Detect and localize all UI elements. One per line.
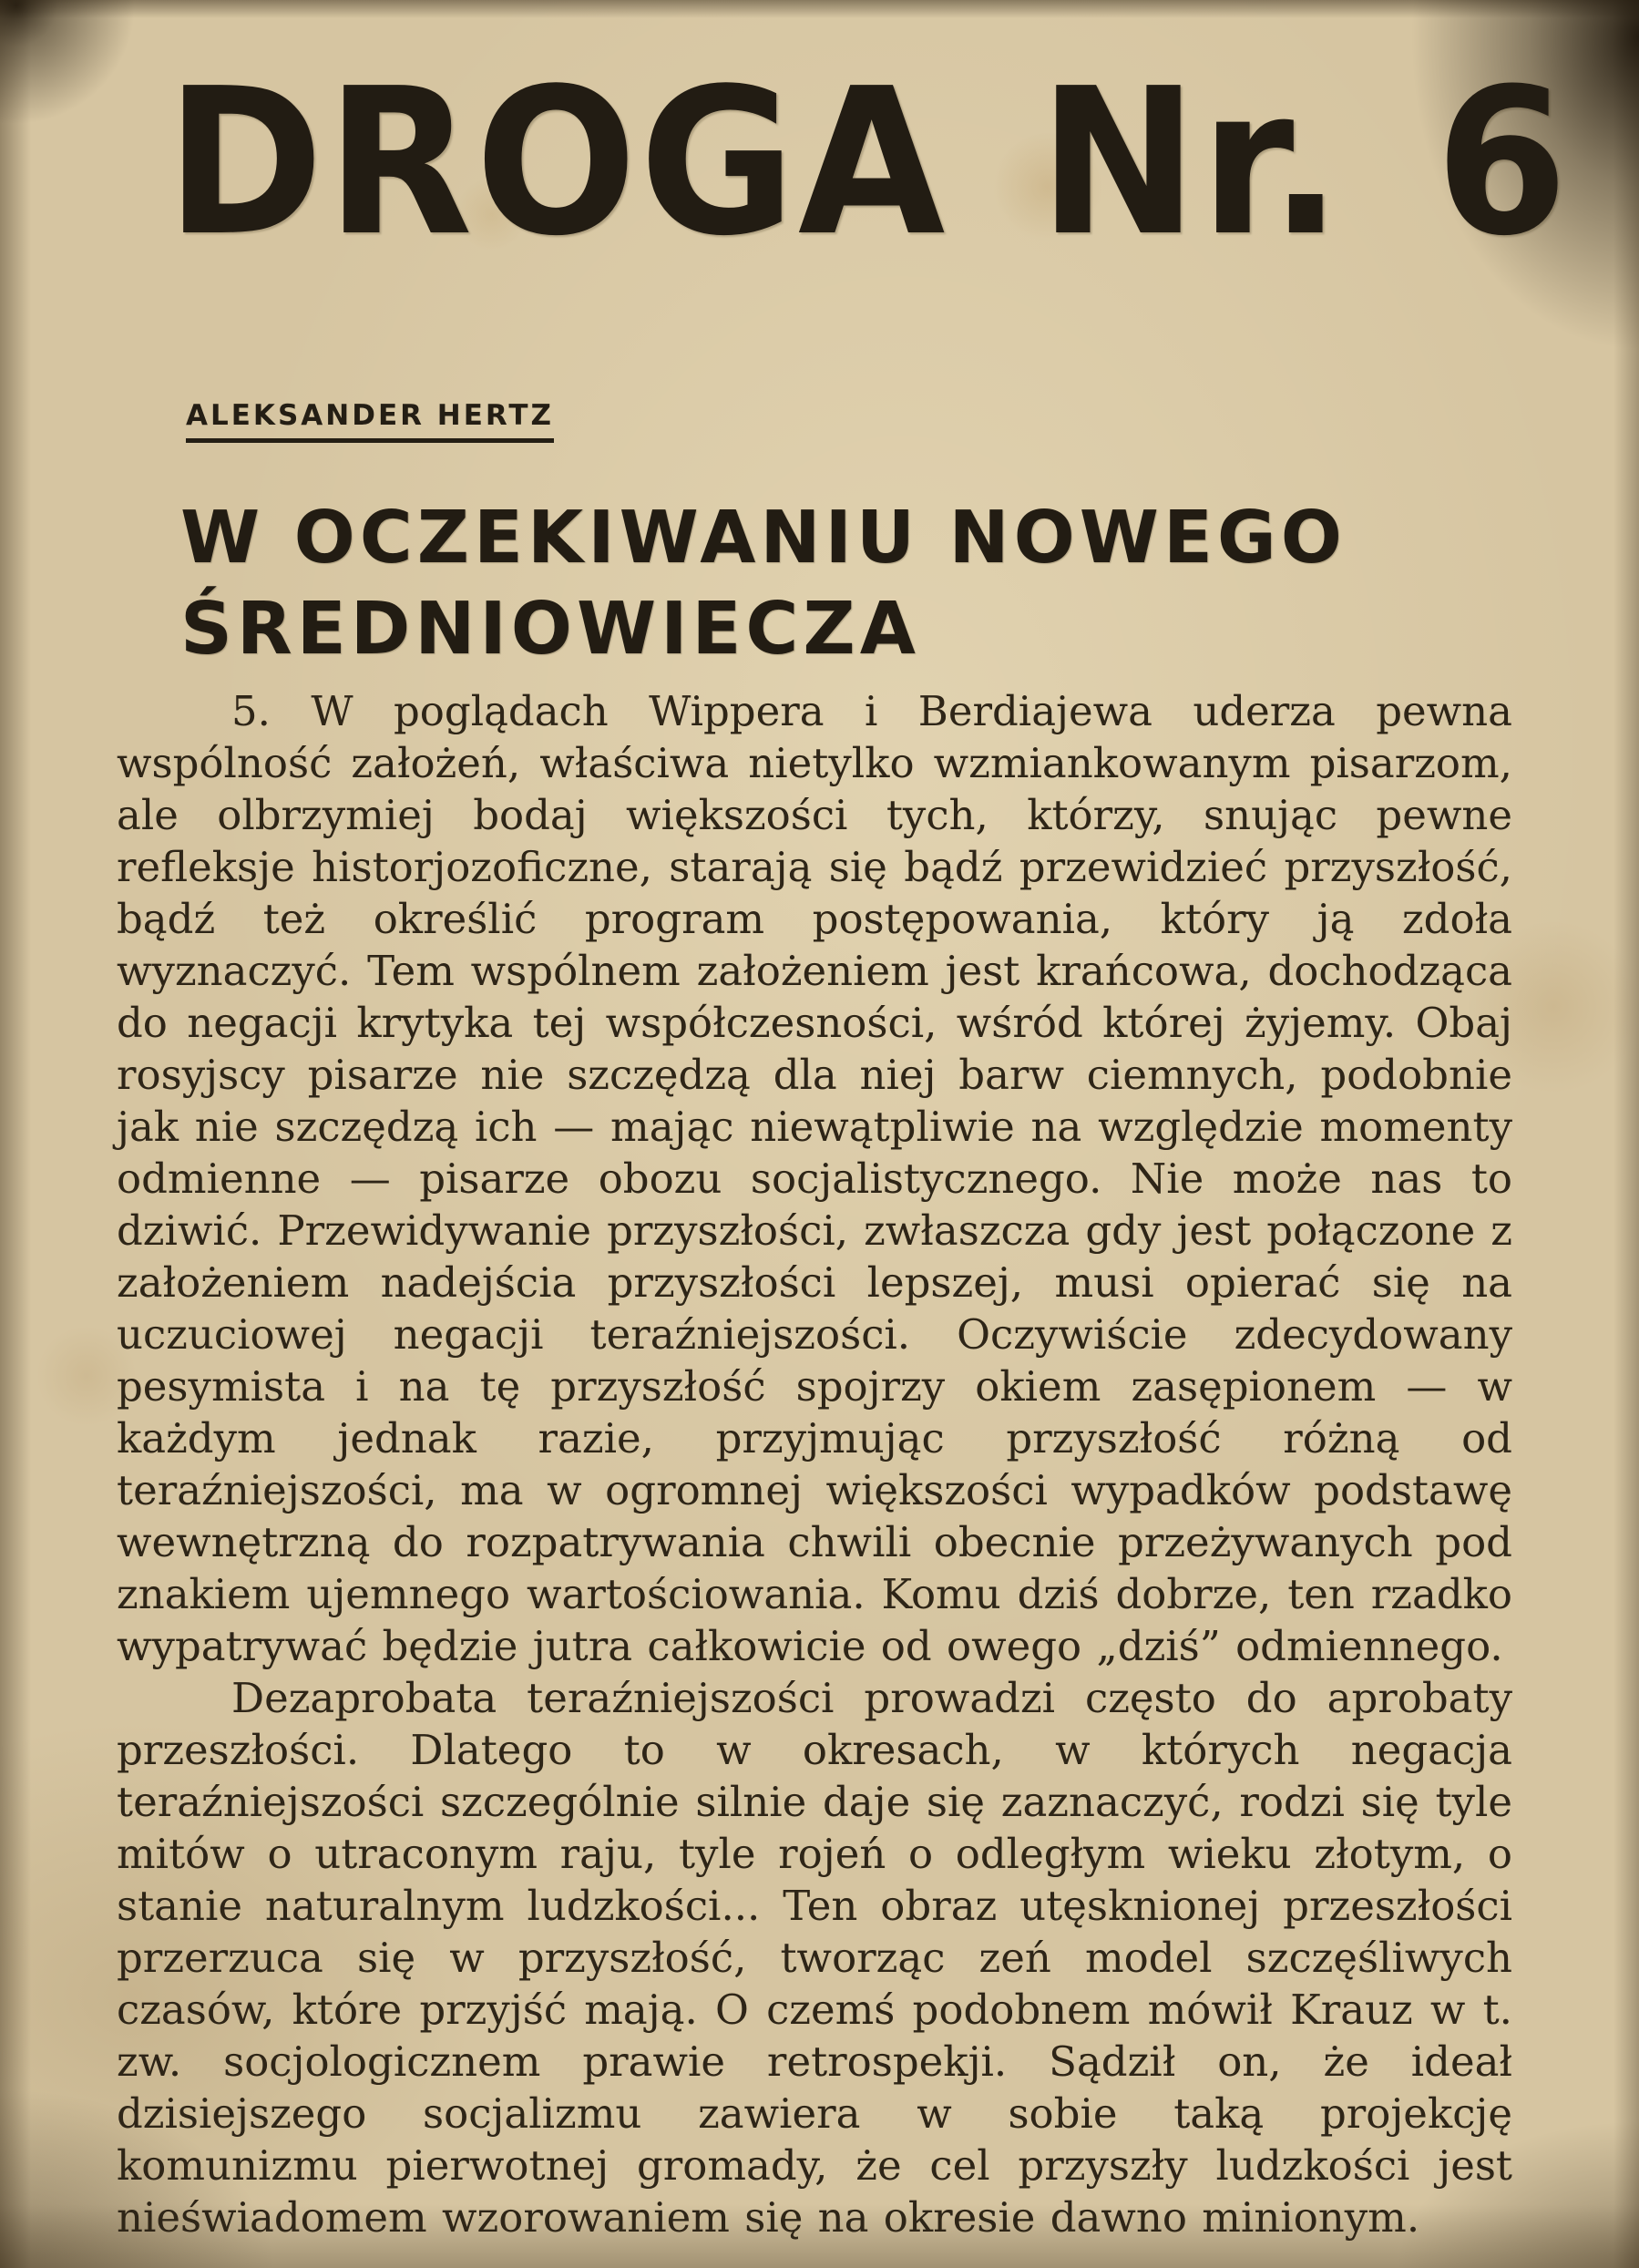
masthead-title: DROGA Nr. 6 bbox=[166, 46, 1571, 281]
author-name: ALEKSANDER HERTZ bbox=[186, 399, 554, 443]
article-title-line-2: ŚREDNIOWIECZA bbox=[180, 587, 920, 671]
paragraph-2: Dezaprobata teraźniejszości prowadzi często do aprobaty przeszłości. Dlatego to w okresach, w których negacja teraźniejszości szczególnie silnie daje się zaznaczyć, rodzi się tyle mitów o utraconym raju, tyle rojeń o odległym wieku złotym, o stanie naturalnym ludzkości... Ten obraz utęsknionej przeszłości przerzuca się w przyszłość, tworząc zeń model szczęśliwych czasów, które przyjść mają. O czemś podobnem mówił Krauz w t. zw. socjologicznem prawie retrospekji. Sądził on, że ideał dzisiejszego socjalizmu zawiera w sobie taką projekcję komunizmu pierwotnej gromady, że cel przyszły ludzkości jest nieświadomem wzorowaniem się na okresie dawno minionym. bbox=[117, 1674, 1512, 2242]
article-title-line-1: W OCZEKIWANIU NOWEGO bbox=[180, 496, 1347, 580]
article-title bbox=[180, 492, 1347, 674]
paragraph-1: 5. W poglądach Wippera i Berdiajewa uderza pewna wspólność założeń, właściwa nietylko wzmiankowanym pisarzom, ale olbrzymiej bodaj większości tych, którzy, snując pewne refleksje historjozoficzne, starają się bądź przewidzieć przyszłość, bądź też określić program postępowania, który ją zdoła wyznaczyć. Tem wspólnem założeniem jest krańcowa, dochodząca do negacji krytyka tej współczesności, wśród której żyjemy. Obaj rosyjscy pisarze nie szczędzą dla niej barw ciemnych, podobnie jak nie szczędzą ich — mając niewątpliwie na względzie momenty odmienne — pisarze obozu socjalistycznego. Nie może nas to dziwić. Przewidywanie przyszłości, zwłaszcza gdy jest połączone z założeniem nadejścia przyszłości lepszej, musi opierać się na uczuciowej negacji teraźniejszości. Oczywiście zdecydowany pesymista i na tę przyszłość spojrzy okiem zasępionem — w każdym jednak razie, przyjmując przyszłość różną od teraźniejszości, ma w ogromnej większości wypadków podstawę wewnętrzną do rozpatrywania chwili obecnie przeżywanych pod znakiem ujemnego wartościowania. Komu dziś dobrze, ten rzadko wypatrywać będzie jutra całkowicie od owego „dziś” odmiennego. bbox=[117, 687, 1512, 1670]
article-body bbox=[117, 685, 1512, 2243]
